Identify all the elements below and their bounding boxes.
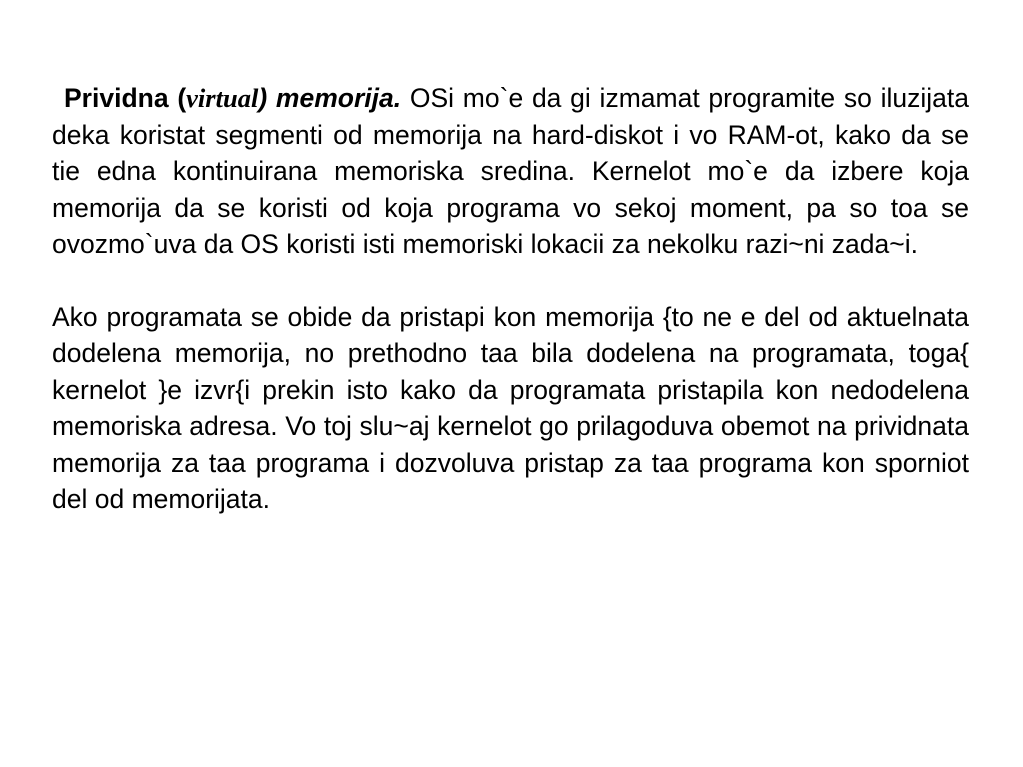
- term-memorija: ) memorija.: [258, 83, 402, 113]
- paragraph-kernel-page-fault: [52, 299, 969, 518]
- paragraph-virtual-memory-definition: [52, 80, 969, 263]
- slide-body: [52, 80, 969, 518]
- term-prividna: Prividna: [64, 83, 169, 113]
- paragraph1-body: OSi mo`e da gi izmamat programite so iluzijata deka koristat segmenti od memorija na hard-diskot i vo RAM-ot, kako da se tie edna kontinuirana memoriska sredina. Kernelot mo`e da izbere koja memorija da se koristi od koja programa vo sekoj moment, pa so toa se ovozmo`uva da OS koristi isti memoriski lokacii za nekolku razi~ni zada~i.: [52, 83, 969, 259]
- paragraph2-body: Ako programata se obide da pristapi kon memorija {to ne e del od aktuelnata dodelena memorija, no prethodno taa bila dodelena na programata, toga{ kernelot }e izvr{i prekin isto kako da programata pristapila kon nedodelena memoriska adresa. Vo toj slu~aj kernelot go prilagoduva obemot na prividnata memorija za taa programa i dozvoluva pristap za taa programa kon sporniot del od memorijata.: [52, 301, 969, 514]
- term-open-paren: (: [177, 83, 187, 113]
- term-virtual: virtual: [186, 83, 259, 113]
